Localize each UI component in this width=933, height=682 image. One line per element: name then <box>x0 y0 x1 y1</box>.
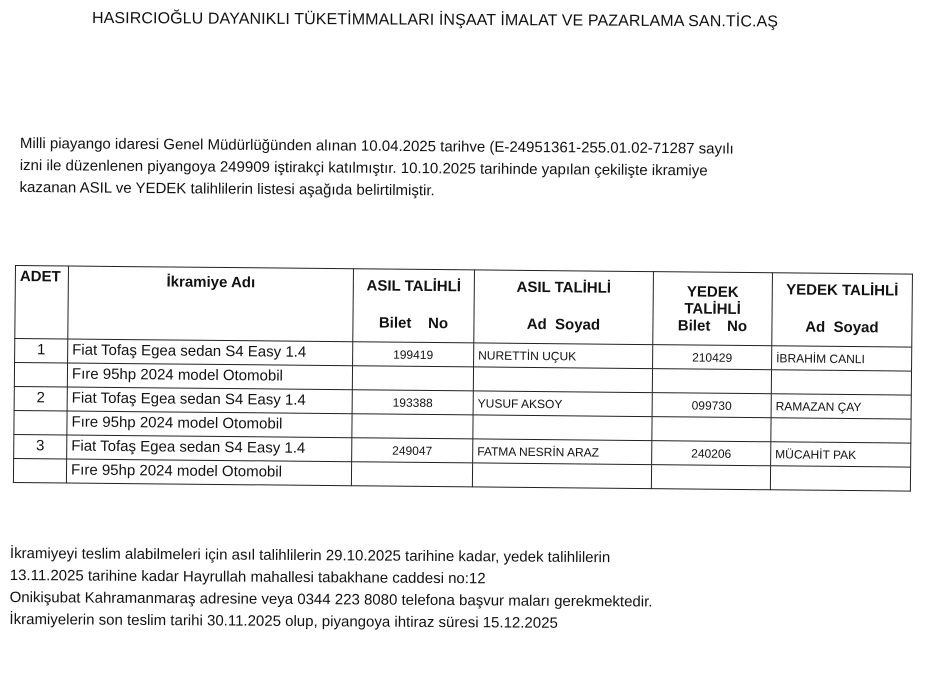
header-asil-bilet-top: ASIL TALİHLİ <box>366 277 462 296</box>
row-yedek-bilet: 210429 <box>653 345 772 370</box>
header-yedek-line2: TALİHLİ <box>684 300 741 318</box>
empty-cell <box>352 414 473 439</box>
row-yedek-ad: MÜCAHİT PAK <box>771 442 911 467</box>
empty-cell <box>352 366 473 391</box>
empty-cell <box>771 370 911 395</box>
row-yedek-ad: RAMAZAN ÇAY <box>771 394 911 419</box>
row-adet: 2 <box>14 386 67 411</box>
empty-cell <box>652 369 771 394</box>
header-yedek-bilet <box>653 272 773 346</box>
header-asil-bilet <box>353 269 475 343</box>
empty-cell <box>473 367 652 393</box>
header-yedek-ad-bottom: Ad Soyad <box>805 318 879 337</box>
empty-cell <box>472 463 651 489</box>
header-yedek-line3: Bilet No <box>677 317 748 336</box>
row-ikramiye-line2: Fıre 95hp 2024 model Otomobil <box>67 411 352 438</box>
footer-line: Onikişubat Kahramanmaraş adresine veya 0344 223 8080 telefona başvur maları gerekmektedir. <box>9 588 653 611</box>
row-asil-ad: YUSUF AKSOY <box>473 391 652 417</box>
intro-line: izni ile düzenlenen piyangoya 249909 iştirakçi katılmıştır. 10.10.2025 tarihinde yapılan çekilişte ikramiye <box>19 156 708 180</box>
winners-table-wrapper <box>13 265 915 492</box>
intro-paragraph <box>19 133 899 206</box>
row-ikramiye-line2: Fıre 95hp 2024 model Otomobil <box>66 459 351 486</box>
empty-cell <box>473 415 652 441</box>
header-asil-bilet-bottom: Bilet No <box>378 314 449 333</box>
winners-table <box>13 265 913 492</box>
row-ikramiye-line1: Fiat Tofaş Egea sedan S4 Easy 1.4 <box>67 387 352 414</box>
intro-line: kazanan ASIL ve YEDEK talihlilerin listesi aşağıda belirtilmiştir. <box>19 178 435 200</box>
header-yedek-line1: YEDEK <box>686 283 739 301</box>
row-adet-empty <box>14 410 67 435</box>
row-adet-empty <box>13 458 66 483</box>
header-asil-ad-top: ASIL TALİHLİ <box>516 278 612 297</box>
empty-cell <box>651 465 770 490</box>
footer-line: İkramiyelerin son teslim tarihi 30.11.2025 olup, piyangoya ihtiraz süresi 15.12.2025 <box>9 610 558 632</box>
row-asil-bilet: 193388 <box>352 390 473 415</box>
footer-line: 13.11.2025 tarihine kadar Hayrullah mahallesi tabakhane caddesi no:12 <box>9 566 486 588</box>
company-title: HASIRCIOĞLU DAYANIKLI TÜKETİMMALLARI İNŞAAT İMALAT VE PAZARLAMA SAN.TİC.AŞ <box>91 9 779 31</box>
row-asil-bilet: 249047 <box>352 438 473 463</box>
row-ikramiye-line1: Fiat Tofaş Egea sedan S4 Easy 1.4 <box>68 339 353 366</box>
row-asil-bilet: 199419 <box>353 342 474 367</box>
intro-line: Milli piayango idaresi Genel Müdürlüğünden alınan 10.04.2025 tarihve (E-24951361-255.01.02-71287 sayılı <box>19 134 734 158</box>
header-yedek-ad-top: YEDEK TALİHLİ <box>786 281 899 300</box>
footer-line: İkramiyeyi teslim alabilmeleri için asıl talihlilerin 29.10.2025 tarihine kadar, yedek talihlilerin <box>9 544 611 567</box>
row-adet-empty <box>14 363 67 388</box>
empty-cell <box>771 418 911 443</box>
row-ikramiye-line1: Fiat Tofaş Egea sedan S4 Easy 1.4 <box>67 435 352 462</box>
row-asil-ad: NURETTİN UÇUK <box>474 343 653 369</box>
header-asil-ad-bottom: Ad Soyad <box>526 315 601 334</box>
row-asil-ad: FATMA NESRİN ARAZ <box>473 439 652 465</box>
row-ikramiye-line2: Fıre 95hp 2024 model Otomobil <box>67 363 352 390</box>
empty-cell <box>351 462 472 487</box>
row-yedek-ad: İBRAHİM CANLI <box>772 346 912 371</box>
empty-cell <box>770 466 910 491</box>
row-yedek-bilet: 099730 <box>652 393 771 418</box>
empty-cell <box>652 417 771 442</box>
row-adet: 1 <box>15 339 68 364</box>
row-adet: 3 <box>14 434 67 459</box>
table-header-row <box>15 266 913 348</box>
footer-paragraph <box>9 543 910 637</box>
header-yedek-ad <box>772 273 913 347</box>
header-ikramiye: İkramiye Adı <box>68 266 354 342</box>
header-adet: ADET <box>15 266 69 340</box>
header-asil-ad <box>474 270 654 345</box>
row-yedek-bilet: 240206 <box>652 441 771 466</box>
